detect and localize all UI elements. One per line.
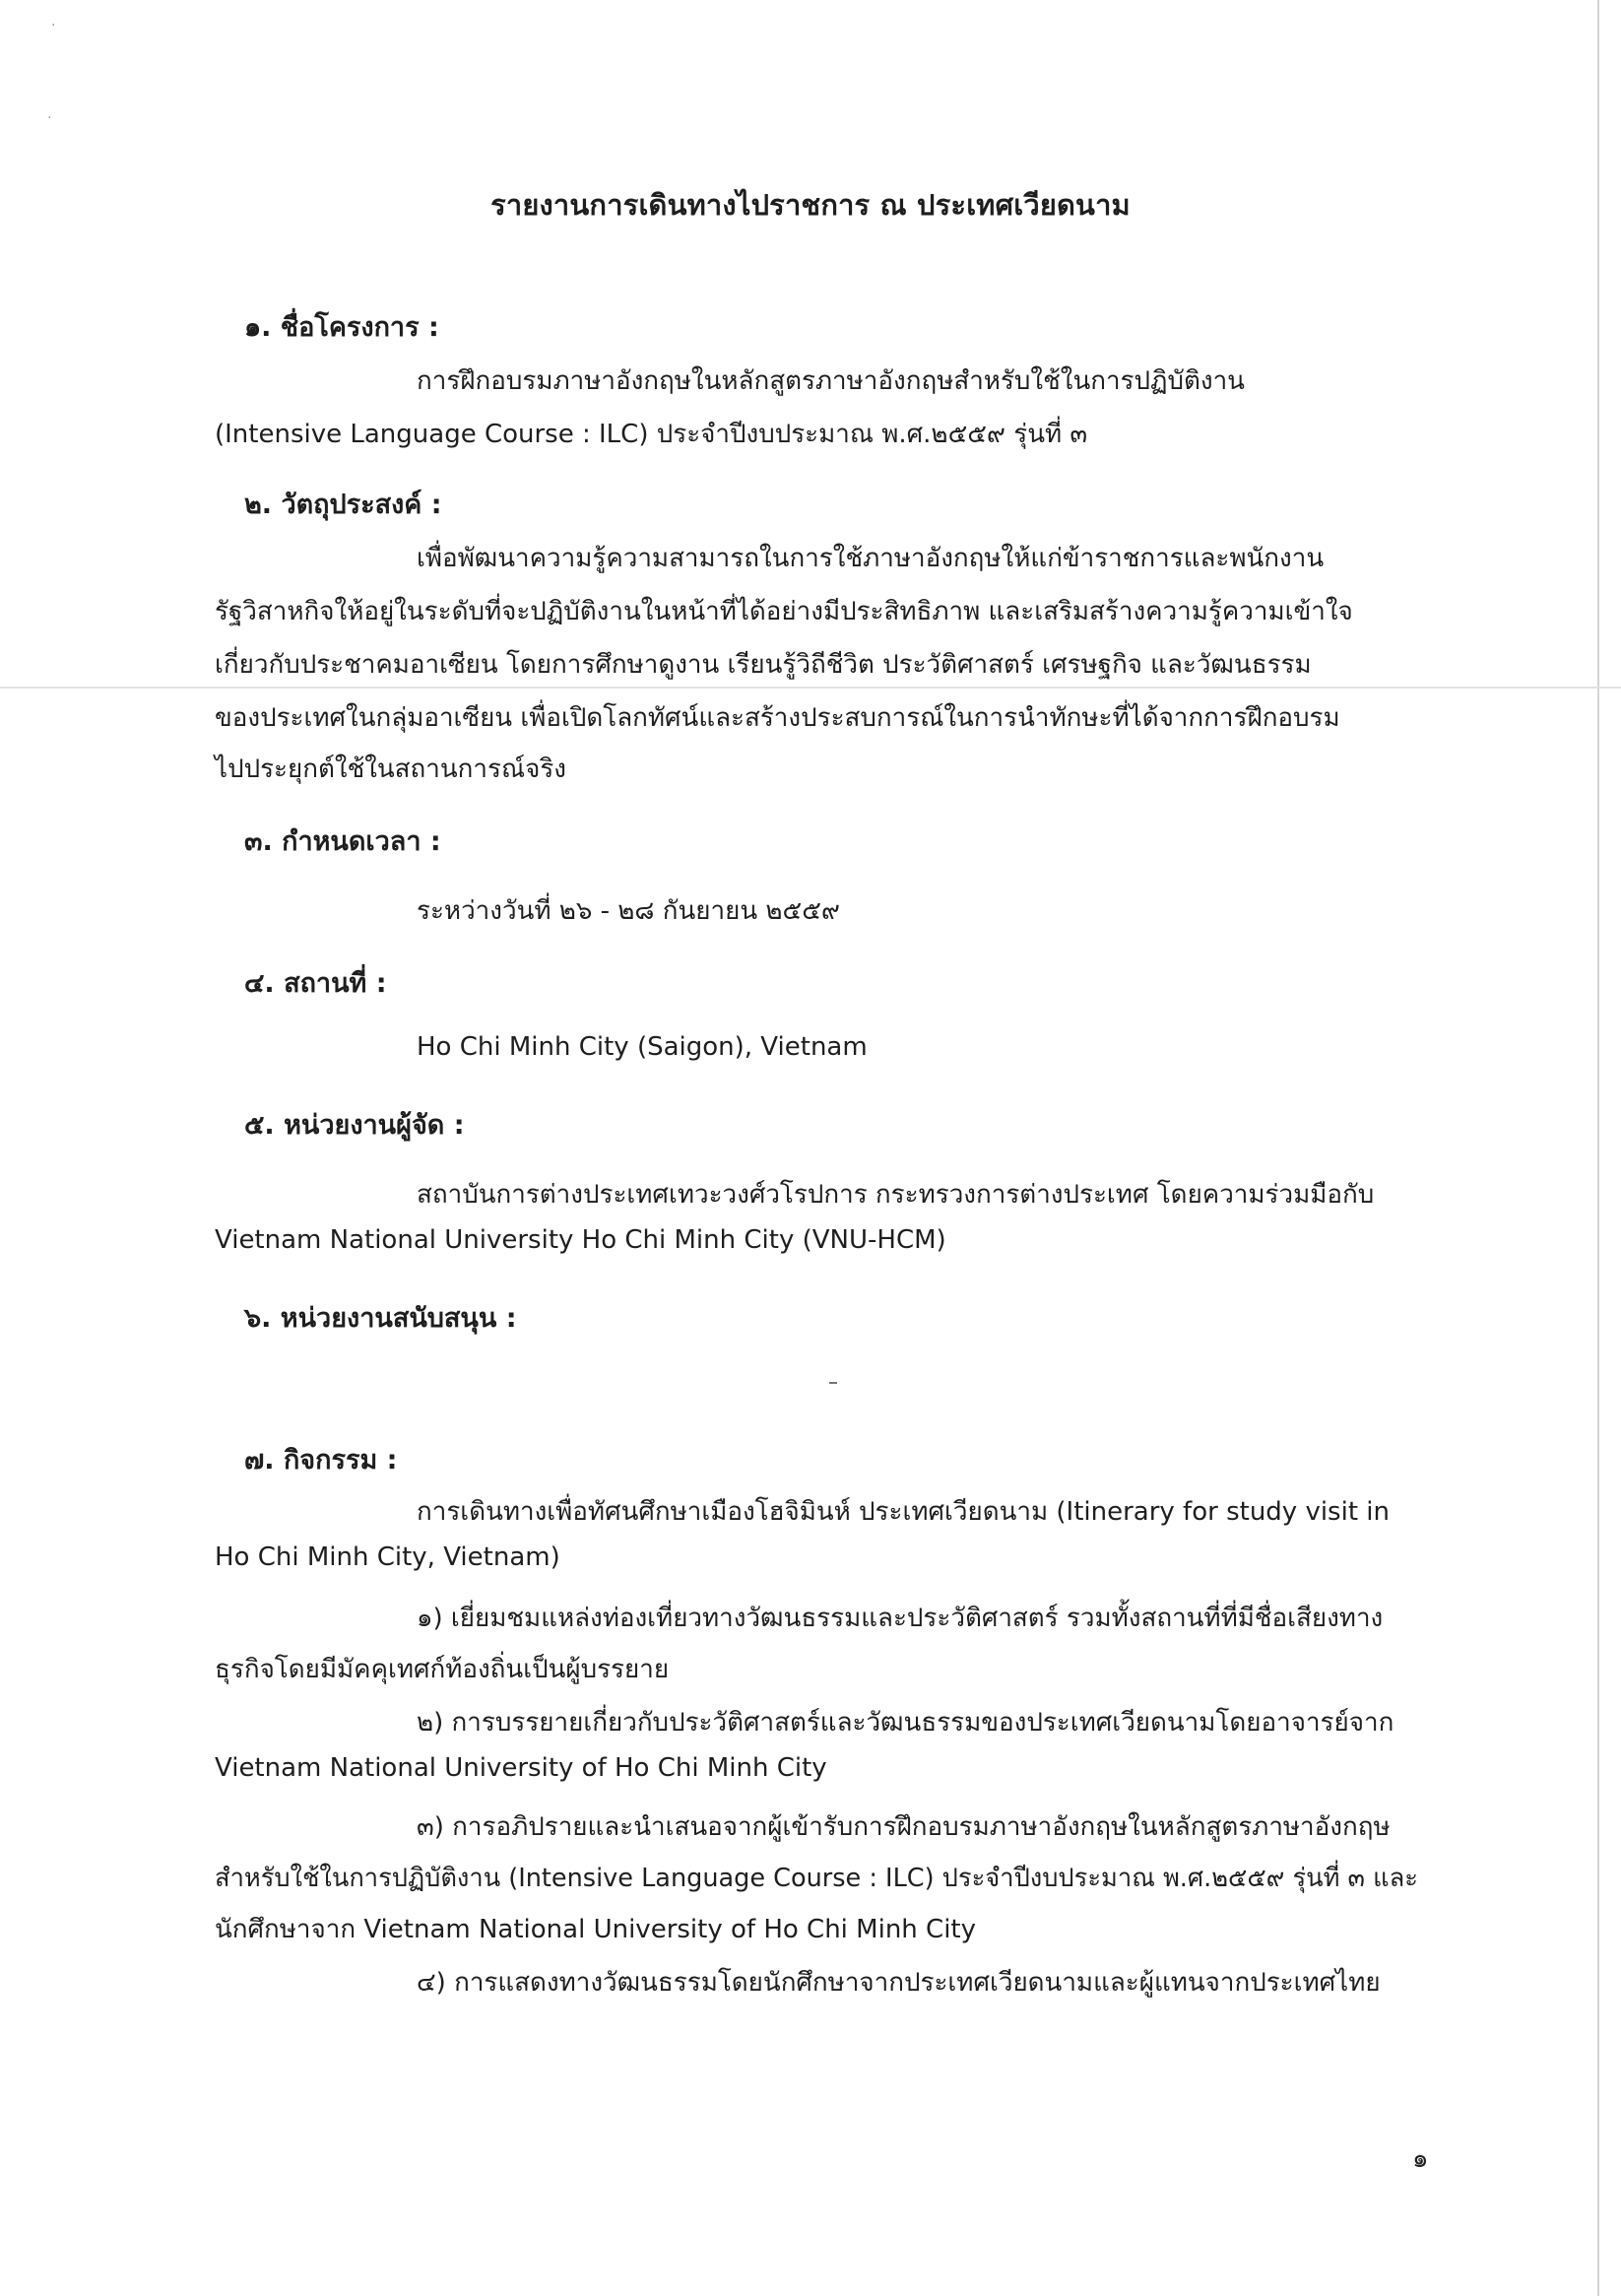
section-7-heading: ๗. กิจกรรม : [244, 1445, 398, 1476]
section-7-line: Ho Chi Minh City, Vietnam) [215, 1542, 560, 1572]
section-2-line: ไปประยุกต์ใช้ในสถานการณ์จริง [215, 754, 566, 784]
scan-speck: · [47, 110, 52, 126]
section-2-heading: ๒. วัตถุประสงค์ : [244, 490, 442, 520]
section-7-line: ๔) การแสดงทางวัฒนธรรมโดยนักศึกษาจากประเทศเวียดนามและผู้แทนจากประเทศไทย [417, 1968, 1381, 1998]
section-7-line: ๑) เยี่ยมชมแหล่งท่องเที่ยวทางวัฒนธรรมและประวัติศาสตร์ รวมทั้งสถานที่ที่มีชื่อเสียงทาง [417, 1604, 1384, 1633]
section-3-heading: ๓. กำหนดเวลา : [244, 826, 441, 857]
section-7-line: สำหรับใช้ในการปฏิบัติงาน (Intensive Language Course : ILC) ประจำปีงบประมาณ พ.ศ.๒๕๕๙ รุ่นที่ ๓ และ [215, 1864, 1418, 1893]
section-5-line: Vietnam National University Ho Chi Minh City (VNU-HCM) [215, 1225, 946, 1255]
section-5-line: สถาบันการต่างประเทศเทวะวงศ์วโรปการ กระทรวงการต่างประเทศ โดยความร่วมมือกับ [417, 1180, 1375, 1210]
section-4-line: Ho Chi Minh City (Saigon), Vietnam [417, 1032, 868, 1062]
section-1-line: การฝึกอบรมภาษาอังกฤษในหลักสูตรภาษาอังกฤษสำหรับใช้ในการปฏิบัติงาน [417, 366, 1245, 396]
section-6-heading: ๖. หน่วยงานสนับสนุน : [244, 1303, 517, 1334]
page-number: ๑ [1412, 2144, 1429, 2174]
section-5-heading: ๕. หน่วยงานผู้จัด : [244, 1110, 465, 1141]
section-7-line: ๓) การอภิปรายและนำเสนอจากผู้เข้ารับการฝึกอบรมภาษาอังกฤษในหลักสูตรภาษาอังกฤษ [417, 1812, 1391, 1842]
section-7-line: นักศึกษาจาก Vietnam National University of Ho Chi Minh City [215, 1915, 977, 1944]
section-2-line: เกี่ยวกับประชาคมอาเซียน โดยการศึกษาดูงาน เรียนรู้วิถีชีวิต ประวัติศาสตร์ เศรษฐกิจ และวัฒนธรรม [215, 650, 1312, 680]
section-7-line: ๒) การบรรยายเกี่ยวกับประวัติศาสตร์และวัฒนธรรมของประเทศเวียดนามโดยอาจารย์จาก [417, 1708, 1394, 1738]
page-title: รายงานการเดินทางไปราชการ ณ ประเทศเวียดนาม [490, 188, 1131, 222]
section-3-line: ระหว่างวันที่ ๒๖ - ๒๘ กันยายน ๒๕๕๙ [417, 896, 840, 926]
section-2-line: รัฐวิสาหกิจให้อยู่ในระดับที่จะปฏิบัติงานในหน้าที่ได้อย่างมีประสิทธิภาพ และเสริมสร้างความรู้ความเข้าใจ [215, 597, 1353, 626]
section-7-line: การเดินทางเพื่อทัศนศึกษาเมืองโฮจิมินห์ ประเทศเวียดนาม (Itinerary for study visit in [417, 1497, 1390, 1527]
scan-artifact-line [0, 687, 1621, 689]
section-2-line: ของประเทศในกลุ่มอาเซียน เพื่อเปิดโลกทัศน์และสร้างประสบการณ์ในการนำทักษะที่ได้จากการฝึกอบรม [215, 703, 1340, 733]
scan-speck: · [51, 18, 56, 33]
section-1-heading: ๑. ชื่อโครงการ : [244, 312, 439, 343]
section-7-line: ธุรกิจโดยมีมัคคุเทศก์ท้องถิ่นเป็นผู้บรรยาย [215, 1655, 670, 1684]
section-7-line: Vietnam National University of Ho Chi Minh City [215, 1753, 827, 1783]
section-2-line: เพื่อพัฒนาความรู้ความสามารถในการใช้ภาษาอังกฤษให้แก่ข้าราชการและพนักงาน [417, 544, 1325, 573]
scan-edge-line [1597, 0, 1599, 2296]
section-1-line: (Intensive Language Course : ILC) ประจำปีงบประมาณ พ.ศ.๒๕๕๙ รุ่นที่ ๓ [215, 420, 1088, 449]
section-4-heading: ๔. สถานที่ : [244, 968, 387, 999]
blank-dash-mark [829, 1382, 837, 1384]
